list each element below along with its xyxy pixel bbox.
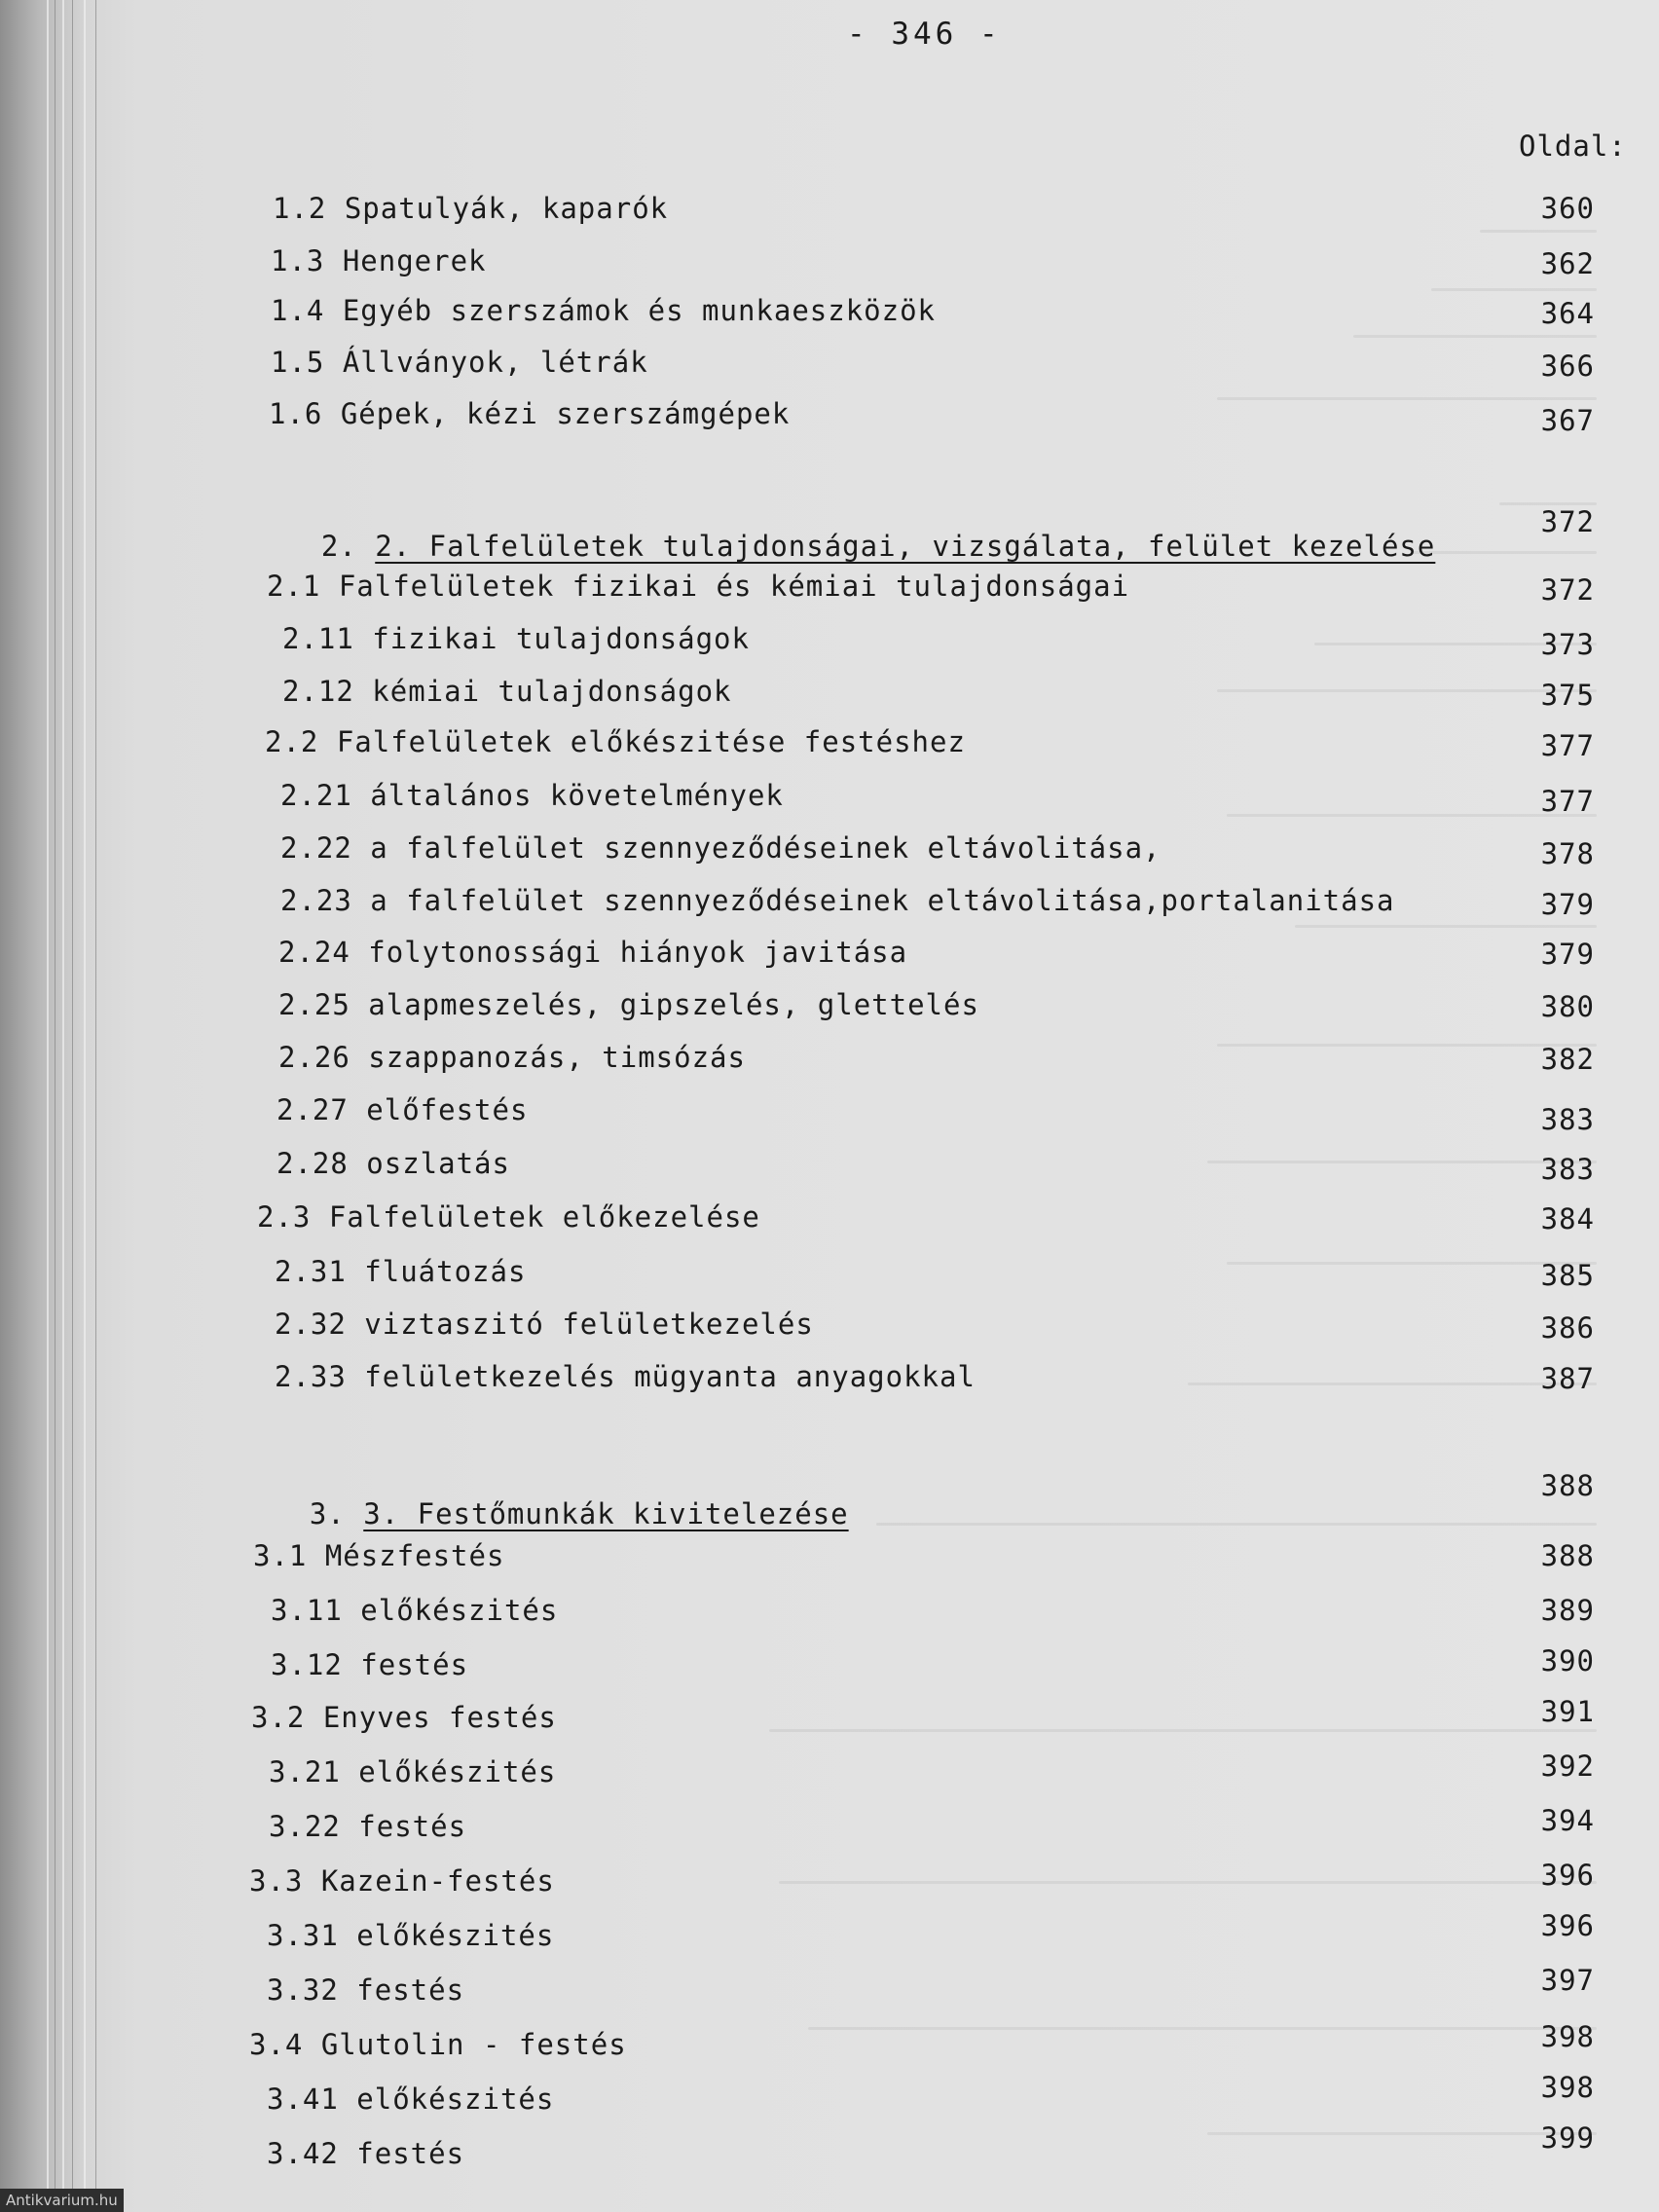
toc-entry-text: 1.2 Spatulyák, kaparók — [273, 192, 669, 225]
toc-entry-page: 379 — [1540, 888, 1595, 921]
toc-entry-page: 364 — [1540, 297, 1595, 330]
page-edge — [47, 0, 49, 2212]
toc-entry-page: 392 — [1540, 1750, 1595, 1783]
toc-entry-page: 362 — [1540, 247, 1595, 280]
toc-section-number: 3. — [309, 1497, 364, 1530]
toc-entry-text: 2.26 szappanozás, timsózás — [278, 1041, 746, 1074]
page-number: - 346 - — [847, 17, 1002, 52]
toc-entry-page: 399 — [1540, 2121, 1595, 2155]
toc-entry-page: 360 — [1540, 192, 1595, 225]
toc-section-number: 2. — [320, 530, 376, 563]
toc-entry-text: 1.5 Állványok, létrák — [271, 346, 648, 379]
toc-entry-page: 378 — [1540, 837, 1595, 870]
toc-entry-text: 2.11 fizikai tulajdonságok — [282, 622, 750, 655]
toc-entry-text: 2.31 fluátozás — [275, 1255, 527, 1288]
toc-entry-page: 379 — [1540, 938, 1595, 971]
page-edge — [72, 0, 73, 2212]
toc-entry-text: 3.12 festés — [271, 1648, 469, 1681]
page-edge — [95, 0, 96, 2212]
toc-entry-text: 3.11 előkészités — [271, 1594, 559, 1627]
toc-entry-text: 3.3 Kazein-festés — [249, 1864, 555, 1898]
toc-entry-text: 2.24 folytonossági hiányok javitása — [278, 936, 908, 969]
toc-entry-page: 385 — [1540, 1259, 1595, 1292]
toc-entry-page: 387 — [1540, 1362, 1595, 1395]
toc-entry-page: 383 — [1540, 1153, 1595, 1186]
page-column-header: Oldal: — [1519, 129, 1627, 163]
toc-entry-page: 373 — [1540, 628, 1595, 661]
toc-entry-text: 2.25 alapmeszelés, gipszelés, glettelés — [278, 988, 979, 1021]
bleed-through — [1353, 335, 1597, 338]
toc-section-title: 3. Festőmunkák kivitelezése — [363, 1497, 849, 1530]
toc-entry-text: 1.4 Egyéb szerszámok és munkaeszközök — [271, 294, 937, 327]
toc-entry-text: 2.12 kémiai tulajdonságok — [282, 675, 732, 708]
toc-entry-page: 375 — [1540, 679, 1595, 712]
toc-entry-page: 367 — [1540, 404, 1595, 437]
toc-entry-text: 2.32 viztaszitó felületkezelés — [275, 1308, 814, 1341]
toc-entry-page: 398 — [1540, 2071, 1595, 2104]
toc-entry-page: 389 — [1540, 1594, 1595, 1627]
toc-entry-page: 366 — [1540, 350, 1595, 383]
toc-section-title: 2. Falfelületek tulajdonságai, vizsgálata, felület kezelése — [375, 530, 1436, 563]
toc-entry-page: 388 — [1540, 1469, 1595, 1502]
toc-entry-text: 2.2 Falfelületek előkészitése festéshez — [265, 725, 966, 758]
toc-entry-text: 3.22 festés — [269, 1810, 467, 1843]
toc-entry-text: 1.6 Gépek, kézi szerszámgépek — [269, 397, 791, 430]
toc-entry-page: 397 — [1540, 1964, 1595, 1997]
toc-entry-page: 383 — [1540, 1103, 1595, 1136]
toc-entry-page: 384 — [1540, 1202, 1595, 1235]
toc-entry-text: 2.21 általános követelmények — [280, 779, 784, 812]
page-edge — [62, 0, 64, 2212]
toc-entry-text: 2.33 felületkezelés mügyanta anyagokkal — [275, 1360, 976, 1393]
toc-entry-text: 3.41 előkészités — [267, 2083, 555, 2116]
bleed-through — [1480, 230, 1597, 233]
bleed-through — [1412, 551, 1597, 554]
toc-entry-page: 372 — [1540, 505, 1595, 538]
toc-entry-page: 372 — [1540, 573, 1595, 607]
bleed-through — [779, 1881, 1597, 1884]
toc-entry-text: 2.27 előfestés — [276, 1093, 529, 1126]
toc-entry-text: 3.4 Glutolin - festés — [249, 2028, 627, 2061]
toc-entry-page: 388 — [1540, 1539, 1595, 1572]
bleed-through — [876, 1523, 1597, 1526]
toc-entry-text: 3.2 Enyves festés — [251, 1701, 557, 1734]
toc-entry-page: 380 — [1540, 990, 1595, 1023]
toc-entry-text: 3.31 előkészités — [267, 1919, 555, 1952]
toc-entry-page: 394 — [1540, 1804, 1595, 1837]
toc-entry-text: 3.32 festés — [267, 1973, 465, 2007]
toc-entry-page: 396 — [1540, 1909, 1595, 1942]
toc-entry-text: 2.28 oszlatás — [276, 1147, 510, 1180]
bleed-through — [1295, 925, 1597, 928]
toc-entry-page: 377 — [1540, 729, 1595, 762]
toc-entry-page: 382 — [1540, 1043, 1595, 1076]
toc-entry-page: 398 — [1540, 2020, 1595, 2053]
toc-entry-text: 2.23 a falfelület szennyeződéseinek eltávolitása,portalanitása — [280, 884, 1395, 917]
toc-entry-text: 3.42 festés — [267, 2137, 465, 2170]
toc-entry-text: 2.1 Falfelületek fizikai és kémiai tulajdonságai — [267, 570, 1130, 603]
toc-entry-text: 3.21 előkészités — [269, 1755, 557, 1788]
page-edge — [84, 0, 86, 2212]
bleed-through — [1217, 397, 1597, 400]
bleed-through — [769, 1729, 1597, 1732]
toc-entry-page: 390 — [1540, 1644, 1595, 1677]
watermark-label: Antikvarium.hu — [0, 2189, 124, 2212]
toc-entry-text: 2.3 Falfelületek előkezelése — [257, 1200, 760, 1234]
toc-entry-page: 396 — [1540, 1859, 1595, 1892]
toc-entry-text: 1.3 Hengerek — [271, 244, 487, 277]
bleed-through — [1431, 288, 1597, 291]
toc-entry-page: 386 — [1540, 1311, 1595, 1345]
toc-entry-text: 2.22 a falfelület szennyeződéseinek eltávolitása, — [280, 831, 1161, 865]
toc-entry-page: 377 — [1540, 785, 1595, 818]
toc-entry-page: 391 — [1540, 1695, 1595, 1728]
toc-entry-text: 3.1 Mészfestés — [253, 1539, 505, 1572]
